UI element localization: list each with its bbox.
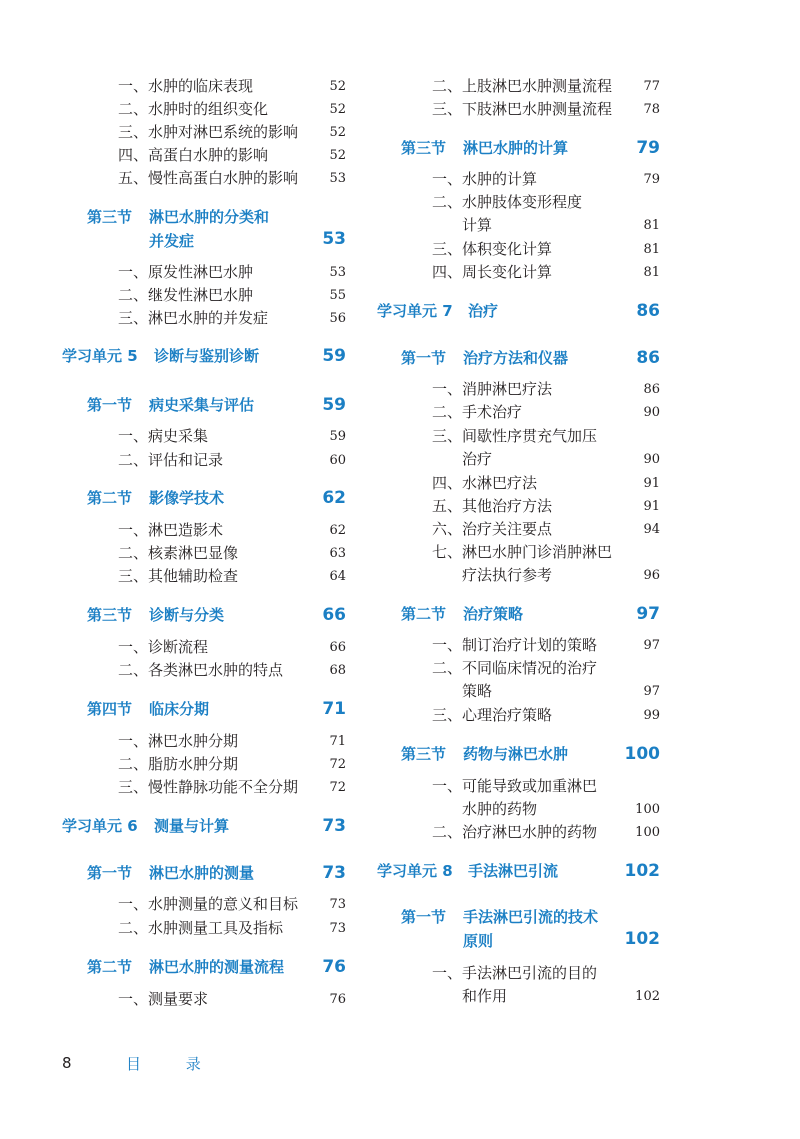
toc-entry	[0, 99, 360, 119]
toc-entry	[0, 918, 360, 938]
entry-title: 三、慢性静脉功能不全分期	[118, 778, 299, 796]
toc-entry	[0, 145, 360, 165]
toc-entry	[0, 660, 360, 680]
entry-page-number: 64	[329, 569, 346, 584]
section-heading	[0, 698, 360, 722]
toc-entry	[0, 777, 360, 797]
toc-entry	[360, 262, 800, 282]
entry-page-number: 52	[329, 148, 346, 163]
entry-title: 二、手术治疗	[432, 403, 523, 421]
entry-title-continued: 治疗	[462, 450, 493, 468]
entry-page-number: 76	[329, 992, 346, 1007]
entry-page-number: 62	[329, 523, 346, 538]
toc-entry	[360, 192, 800, 234]
entry-title: 二、水肿肢体变形程度	[432, 193, 583, 211]
toc-entry	[360, 776, 800, 818]
section-title: 治疗方法和仪器	[463, 349, 569, 367]
entry-title-continued: 疗法执行参考	[462, 566, 553, 584]
section-number: 第一节	[401, 349, 447, 367]
section-number: 第一节	[87, 864, 133, 882]
entry-title: 一、水肿的临床表现	[118, 77, 254, 95]
section-page-number: 53	[322, 229, 346, 249]
entry-page-number: 68	[329, 663, 346, 678]
section-number: 第一节	[87, 396, 133, 414]
section-heading	[0, 604, 360, 628]
entry-title: 六、治疗关注要点	[432, 520, 553, 538]
toc-entry	[0, 122, 360, 142]
section-number: 第二节	[87, 489, 133, 507]
entry-page-number: 56	[329, 311, 346, 326]
entry-page-number: 77	[643, 79, 660, 94]
entry-title: 三、体积变化计算	[432, 240, 553, 258]
entry-page-number: 59	[329, 429, 346, 444]
section-page-number: 66	[322, 605, 346, 625]
toc-entry	[0, 262, 360, 282]
section-page-number: 62	[322, 488, 346, 508]
unit-title: 手法淋巴引流	[468, 862, 559, 880]
entry-title: 一、测量要求	[118, 990, 209, 1008]
entry-page-number: 99	[643, 708, 660, 723]
section-page-number: 71	[322, 699, 346, 719]
entry-title: 一、制订治疗计划的策略	[432, 636, 598, 654]
section-title: 淋巴水肿的测量	[149, 864, 255, 882]
entry-title: 四、周长变化计算	[432, 263, 553, 281]
entry-title: 一、水肿的计算	[432, 170, 538, 188]
unit-title: 治疗	[468, 302, 499, 320]
section-page-number: 73	[322, 863, 346, 883]
section-title: 淋巴水肿的测量流程	[149, 958, 285, 976]
unit-page-number: 86	[636, 301, 660, 321]
section-page-number: 102	[624, 929, 660, 949]
unit-number: 学习单元 5	[62, 347, 138, 365]
entry-page-number: 71	[329, 734, 346, 749]
unit-page-number: 73	[322, 816, 346, 836]
section-page-number: 59	[322, 395, 346, 415]
toc-entry	[360, 379, 800, 399]
entry-page-number: 52	[329, 125, 346, 140]
section-title-continued: 并发症	[149, 232, 195, 250]
entry-page-number: 100	[635, 802, 660, 817]
section-title: 淋巴水肿的计算	[463, 139, 569, 157]
section-page-number: 100	[624, 744, 660, 764]
entry-page-number: 53	[329, 171, 346, 186]
toc-entry	[360, 239, 800, 259]
section-number: 第四节	[87, 700, 133, 718]
entry-page-number: 96	[643, 568, 660, 583]
toc-entry	[360, 705, 800, 725]
entry-title: 三、下肢淋巴水肿测量流程	[432, 100, 613, 118]
entry-title: 二、各类淋巴水肿的特点	[118, 661, 284, 679]
entry-title: 一、消肿淋巴疗法	[432, 380, 553, 398]
entry-title: 二、水肿时的组织变化	[118, 100, 269, 118]
entry-page-number: 90	[643, 405, 660, 420]
section-heading	[0, 487, 360, 511]
section-number: 第二节	[87, 958, 133, 976]
entry-title-continued: 水肿的药物	[462, 800, 538, 818]
toc-entry	[360, 963, 800, 1005]
section-title: 临床分期	[149, 700, 210, 718]
entry-title: 二、核素淋巴显像	[118, 544, 239, 562]
entry-title: 五、慢性高蛋白水肿的影响	[118, 169, 299, 187]
unit-number: 学习单元 8	[377, 862, 453, 880]
entry-title: 三、间歇性序贯充气加压	[432, 427, 598, 445]
entry-title: 二、上肢淋巴水肿测量流程	[432, 77, 613, 95]
entry-page-number: 72	[329, 757, 346, 772]
section-heading	[360, 906, 800, 950]
entry-title-continued: 策略	[462, 682, 493, 700]
entry-page-number: 52	[329, 102, 346, 117]
entry-page-number: 55	[329, 288, 346, 303]
entry-page-number: 81	[643, 242, 660, 257]
entry-title: 一、原发性淋巴水肿	[118, 263, 254, 281]
entry-title: 四、高蛋白水肿的影响	[118, 146, 269, 164]
toc-entry	[360, 822, 800, 842]
toc-entry	[360, 519, 800, 539]
section-title: 药物与淋巴水肿	[463, 745, 569, 763]
entry-title: 二、脂肪水肿分期	[118, 755, 239, 773]
section-heading	[360, 137, 800, 161]
entry-page-number: 100	[635, 825, 660, 840]
entry-page-number: 63	[329, 546, 346, 561]
entry-page-number: 78	[643, 102, 660, 117]
unit-number: 学习单元 7	[377, 302, 453, 320]
entry-page-number: 81	[643, 265, 660, 280]
entry-page-number: 91	[643, 499, 660, 514]
toc-entry	[0, 731, 360, 751]
section-page-number: 86	[636, 348, 660, 368]
entry-page-number: 72	[329, 780, 346, 795]
unit-page-number: 59	[322, 346, 346, 366]
section-heading	[0, 956, 360, 980]
entry-page-number: 86	[643, 382, 660, 397]
unit-heading	[0, 815, 360, 839]
unit-title: 诊断与鉴别诊断	[154, 347, 260, 365]
section-title: 诊断与分类	[149, 606, 225, 624]
section-title: 手法淋巴引流的技术	[463, 908, 599, 926]
entry-page-number: 73	[329, 897, 346, 912]
entry-title: 七、淋巴水肿门诊消肿淋巴	[432, 543, 613, 561]
section-title: 影像学技术	[149, 489, 225, 507]
toc-entry	[0, 989, 360, 1009]
toc-entry	[0, 637, 360, 657]
section-page-number: 76	[322, 957, 346, 977]
entry-title-continued: 和作用	[462, 987, 508, 1005]
running-title: 目 录	[126, 1055, 221, 1073]
entry-title: 一、手法淋巴引流的目的	[432, 964, 598, 982]
unit-number: 学习单元 6	[62, 817, 138, 835]
toc-entry	[0, 543, 360, 563]
entry-page-number: 66	[329, 640, 346, 655]
entry-page-number: 79	[643, 172, 660, 187]
entry-title: 五、其他治疗方法	[432, 497, 553, 515]
toc-entry	[360, 169, 800, 189]
toc-entry	[0, 168, 360, 188]
toc-entry	[360, 473, 800, 493]
section-number: 第一节	[401, 908, 447, 926]
toc-entry	[360, 542, 800, 584]
entry-title: 一、诊断流程	[118, 638, 209, 656]
entry-page-number: 97	[643, 684, 660, 699]
entry-page-number: 81	[643, 218, 660, 233]
entry-page-number: 52	[329, 79, 346, 94]
entry-title: 一、可能导致或加重淋巴	[432, 777, 598, 795]
section-heading	[0, 394, 360, 418]
entry-page-number: 94	[643, 522, 660, 537]
toc-entry	[360, 402, 800, 422]
section-page-number: 79	[636, 138, 660, 158]
section-heading	[360, 603, 800, 627]
toc-entry	[0, 894, 360, 914]
toc-entry	[0, 566, 360, 586]
unit-page-number: 102	[624, 861, 660, 881]
section-page-number: 97	[636, 604, 660, 624]
entry-page-number: 90	[643, 452, 660, 467]
section-heading	[0, 206, 360, 250]
entry-title: 二、水肿测量工具及指标	[118, 919, 284, 937]
section-number: 第三节	[401, 745, 447, 763]
toc-entry	[360, 99, 800, 119]
section-number: 第三节	[87, 606, 133, 624]
toc-entry	[360, 635, 800, 655]
toc-entry	[0, 308, 360, 328]
entry-page-number: 102	[635, 989, 660, 1004]
section-title-continued: 原则	[463, 932, 494, 950]
page-number: 8	[62, 1054, 72, 1072]
toc-entry	[0, 520, 360, 540]
unit-heading	[360, 860, 800, 884]
section-heading	[0, 862, 360, 886]
section-title: 淋巴水肿的分类和	[149, 208, 270, 226]
section-number: 第三节	[87, 208, 133, 226]
unit-heading	[360, 300, 800, 324]
toc-entry	[0, 76, 360, 96]
section-number: 第三节	[401, 139, 447, 157]
toc-entry	[360, 658, 800, 700]
section-heading	[360, 743, 800, 767]
entry-title: 二、不同临床情况的治疗	[432, 659, 598, 677]
entry-title: 一、病史采集	[118, 427, 209, 445]
entry-title: 三、淋巴水肿的并发症	[118, 309, 269, 327]
entry-page-number: 73	[329, 921, 346, 936]
entry-title: 一、淋巴造影术	[118, 521, 224, 539]
section-title: 治疗策略	[463, 605, 524, 623]
toc-entry	[0, 285, 360, 305]
toc-entry	[0, 426, 360, 446]
toc-entry	[360, 76, 800, 96]
section-heading	[360, 347, 800, 371]
toc-entry	[360, 426, 800, 468]
toc-entry	[0, 754, 360, 774]
toc-entry	[360, 496, 800, 516]
entry-page-number: 97	[643, 638, 660, 653]
toc-entry	[0, 450, 360, 470]
entry-title-continued: 计算	[462, 216, 493, 234]
section-title: 病史采集与评估	[149, 396, 255, 414]
entry-title: 四、水淋巴疗法	[432, 474, 538, 492]
entry-title: 一、水肿测量的意义和目标	[118, 895, 299, 913]
entry-page-number: 53	[329, 265, 346, 280]
entry-page-number: 91	[643, 476, 660, 491]
entry-title: 三、水肿对淋巴系统的影响	[118, 123, 299, 141]
unit-title: 测量与计算	[154, 817, 230, 835]
entry-title: 三、心理治疗策略	[432, 706, 553, 724]
unit-heading	[0, 345, 360, 369]
section-number: 第二节	[401, 605, 447, 623]
entry-title: 三、其他辅助检查	[118, 567, 239, 585]
entry-title: 二、评估和记录	[118, 451, 224, 469]
entry-title: 一、淋巴水肿分期	[118, 732, 239, 750]
entry-title: 二、治疗淋巴水肿的药物	[432, 823, 598, 841]
entry-page-number: 60	[329, 453, 346, 468]
entry-title: 二、继发性淋巴水肿	[118, 286, 254, 304]
